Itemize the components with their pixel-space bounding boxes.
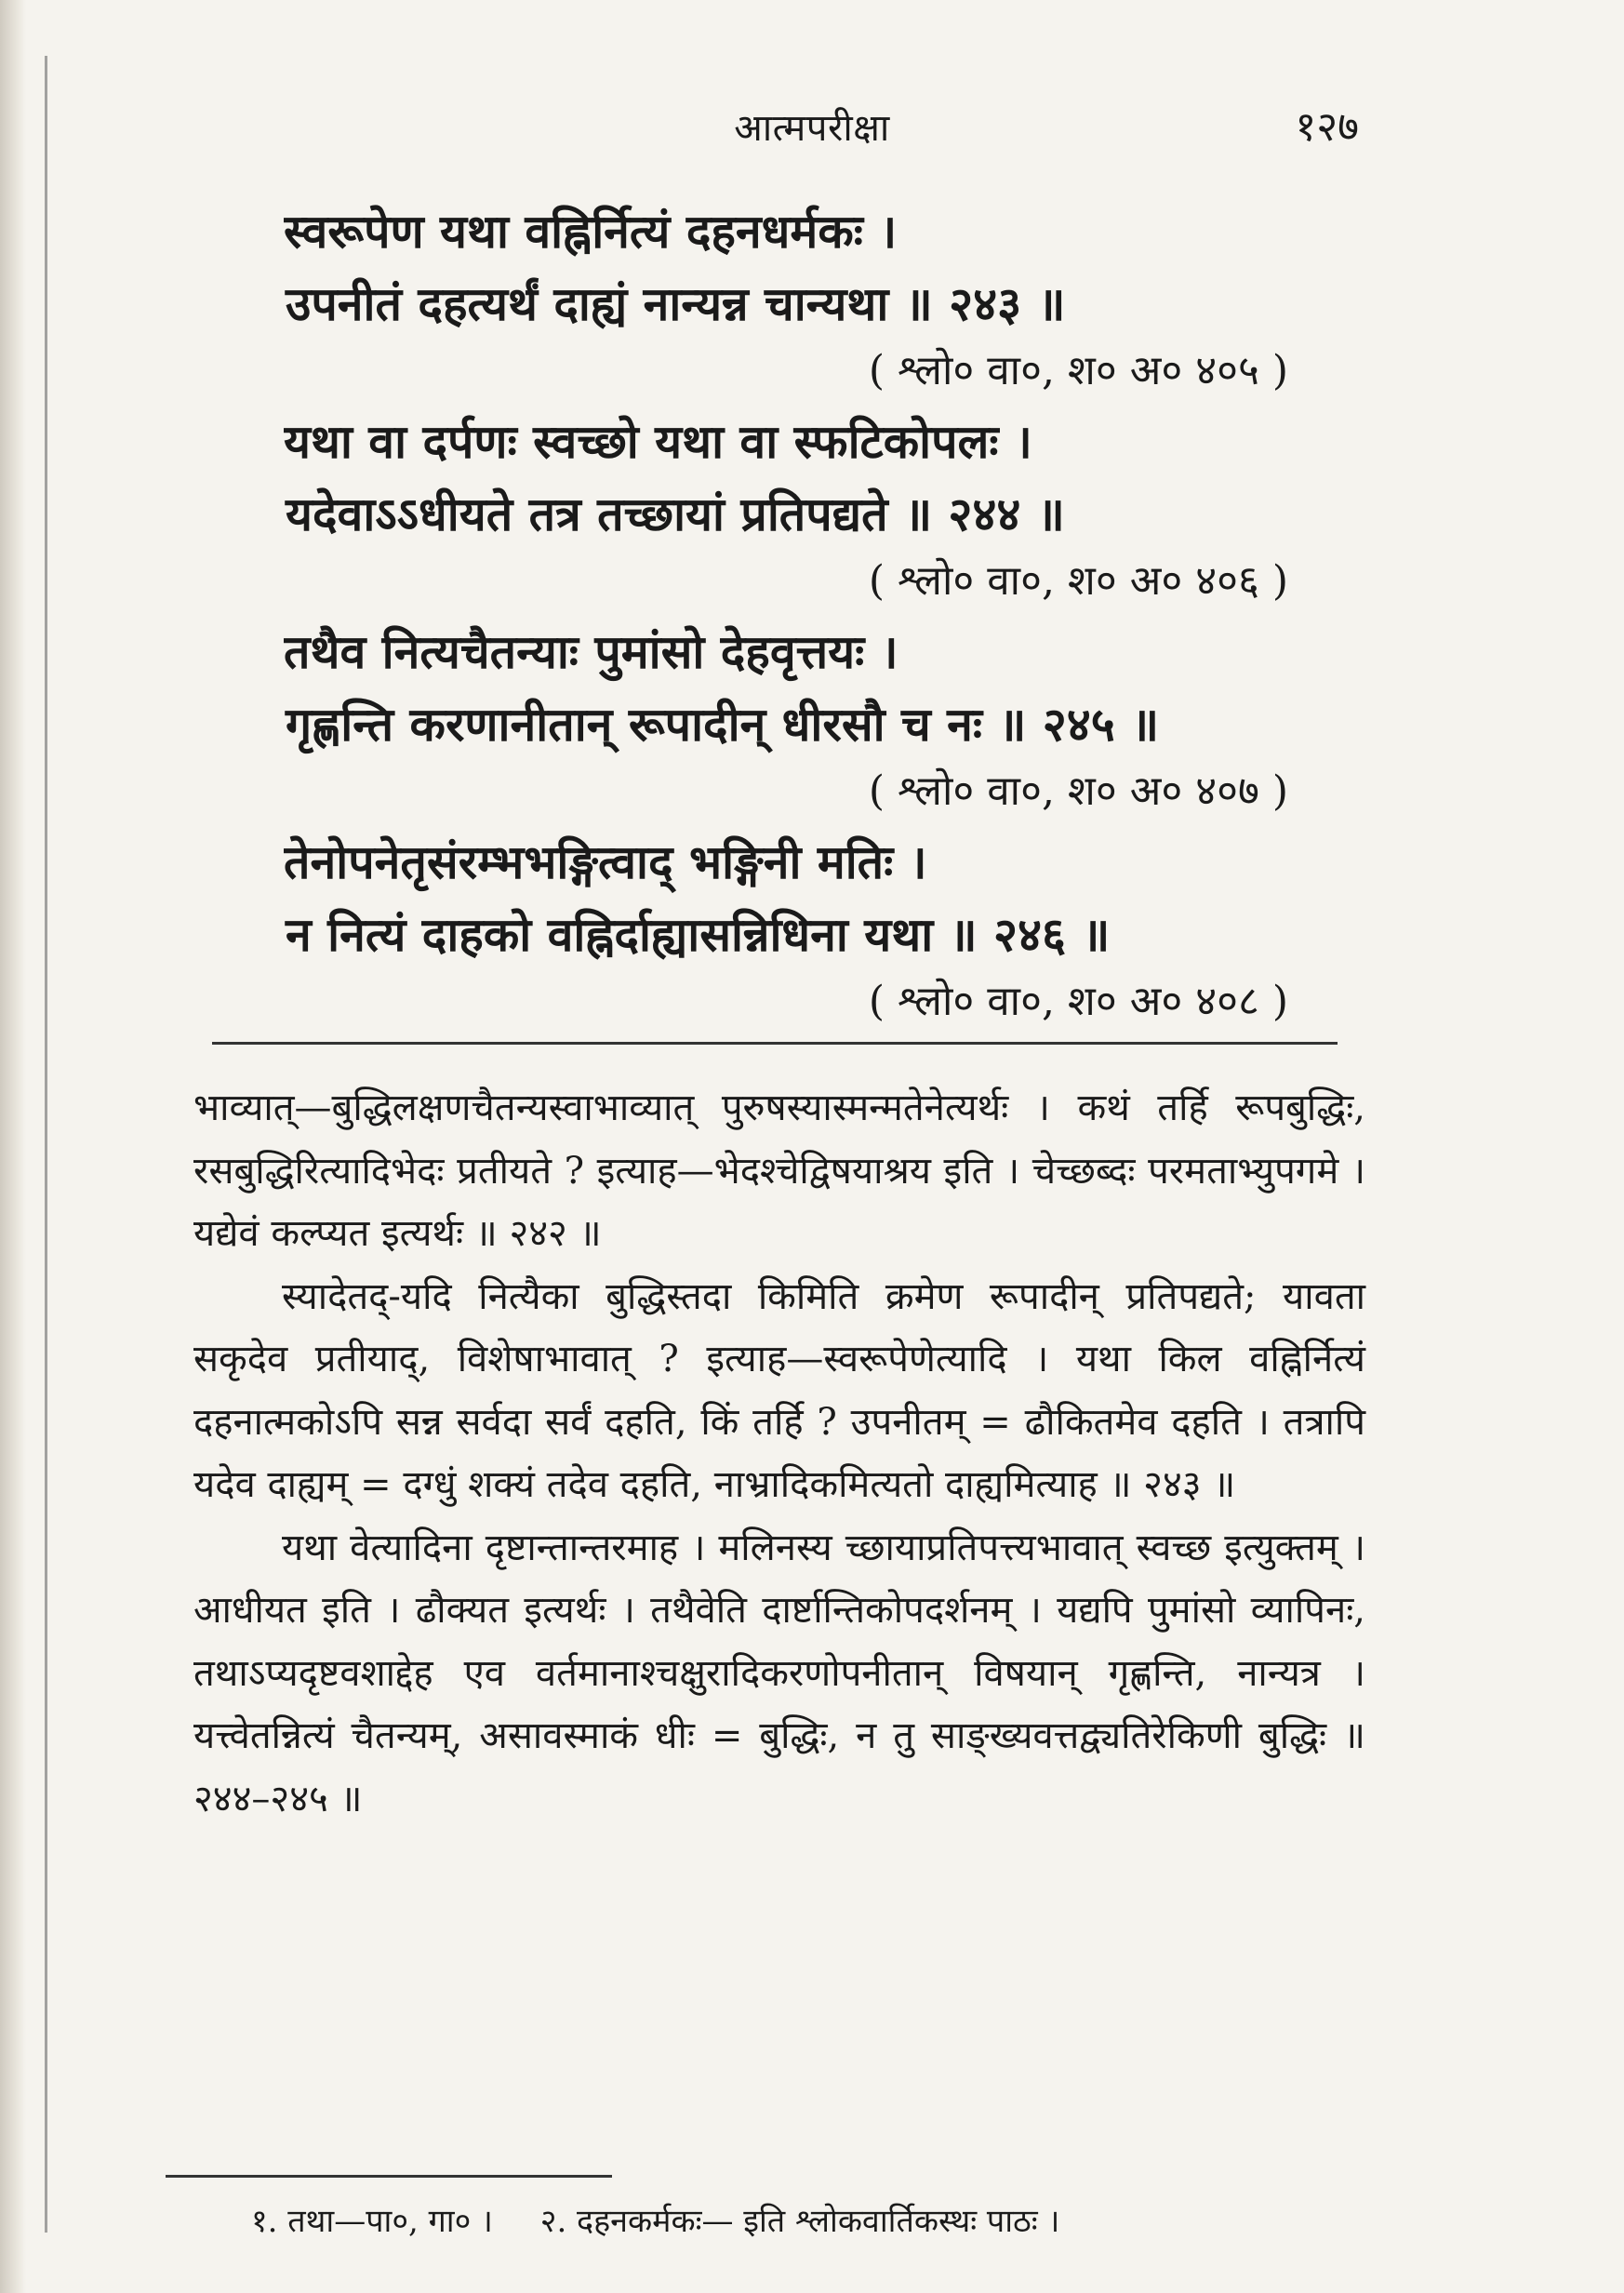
verse-line: न नित्यं दाहको वह्निर्दाह्यासन्निधिना यथा ॥ २४६ ॥: [286, 907, 1111, 962]
verses-block: [284, 195, 1288, 1036]
section-divider: [212, 1042, 1338, 1045]
commentary-block: [193, 1077, 1365, 1831]
verse-244: [284, 406, 1288, 616]
verse-246: [284, 826, 1288, 1036]
verse-line: यथा वा दर्पणः स्वच्छो यथा वा स्फटिकोपलः ।: [284, 414, 1032, 469]
verse-reference: ( श्लो० वा०, श० अ० ४०८ ): [868, 978, 1288, 1025]
verse-reference: ( श्लो० वा०, श० अ० ४०६ ): [868, 557, 1288, 605]
verse-line: उपनीतं दहत्यर्थं दाह्यं नान्यन्न चान्यथा ॥ २४३ ॥: [286, 276, 1066, 331]
commentary-paragraph: स्यादेतद्-यदि नित्यैका बुद्धिस्तदा किमिति क्रमेण रूपादीन् प्रतिपद्यते; यावता सकृदेव प्रतीयाद्, विशेषाभावात् ? इत्याह—स्वरूपेणेत्यादि । यथा किल वह्निर्नित्यं दहनात्मकोऽपि सन्न सर्वदा सर्वं दहति, किं तर्हि ? उपनीतम् = ढौकितमेव दहति । तत्रापि यदेव दाह्यम् = दग्धुं शक्यं तदेव दहति, नाभ्रादिकमित्यतो दाह्यमित्याह ॥ २४३ ॥: [193, 1274, 1365, 1506]
page-number: १२७: [1295, 103, 1359, 151]
verse-line: यदेवाऽऽधीयते तत्र तच्छायां प्रतिपद्यते ॥ २४४ ॥: [286, 487, 1065, 541]
verse-reference: ( श्लो० वा०, श० अ० ४०५ ): [868, 347, 1288, 394]
footnote-2: २. दहनकर्मकः— इति श्लोकवार्तिकस्थः पाठः ।: [539, 2203, 1060, 2240]
binding-line: [45, 56, 47, 2233]
footnote-1: १. तथा—पा०, गा० ।: [251, 2203, 493, 2240]
commentary-paragraph: यथा वेत्यादिना दृष्टान्तान्तरमाह । मलिनस्य च्छायाप्रतिपत्त्यभावात् स्वच्छ इत्युक्तम् । आधीयत इति । ढौक्यत इत्यर्थः । तथैवेति दार्ष्टान्तिकोपदर्शनम् । यद्यपि पुमांसो व्यापिनः, तथाऽप्यदृष्टवशाद्देह एव वर्तमानाश्चक्षुरादिकरणोपनीतान् विषयान् गृह्णन्ति, नान्यत्र । यत्त्वेतन्नित्यं चैतन्यम्, असावस्माकं धीः = बुद्धिः, न तु साङ्ख्यवत्तद्व्यतिरेकिणी बुद्धिः ॥ २४४–२४५ ॥: [193, 1526, 1365, 1820]
verse-243: [284, 195, 1288, 406]
verse-reference: ( श्लो० वा०, श० अ० ४०७ ): [868, 767, 1288, 815]
running-title: आत्मपरीक्षा: [734, 107, 890, 150]
verse-line: स्वरूपेण यथा वह्निर्नित्यं दहनधर्मकः ।: [284, 204, 898, 259]
footnotes: [251, 2193, 1321, 2249]
commentary-paragraph: भाव्यात्—बुद्धिलक्षणचैतन्यस्वाभाव्यात् पुरुषस्यास्मन्मतेनेत्यर्थः । कथं तर्हि रूपबुद्धिः, रसबुद्धिरित्यादिभेदः प्रतीयते ? इत्याह—भेदश्चेद्विषयाश्रय इति । चेच्छब्दः परमताभ्युपगमे । यद्येवं कल्प्यत इत्यर्थः ॥ २४२ ॥: [193, 1087, 1365, 1255]
footnote-divider: [166, 2175, 612, 2178]
verse-line: तेनोपनेतृसंरम्भभङ्गित्वाद् भङ्गिनी मतिः ।: [284, 834, 927, 889]
verse-245: [284, 616, 1288, 826]
verse-line: तथैव नित्यचैतन्याः पुमांसो देहवृत्तयः ।: [284, 624, 899, 679]
verse-line: गृह्णन्ति करणानीतान् रूपादीन् धीरसौ च नः ॥ २४५ ॥: [286, 697, 1160, 752]
binding-edge: [0, 0, 26, 2293]
